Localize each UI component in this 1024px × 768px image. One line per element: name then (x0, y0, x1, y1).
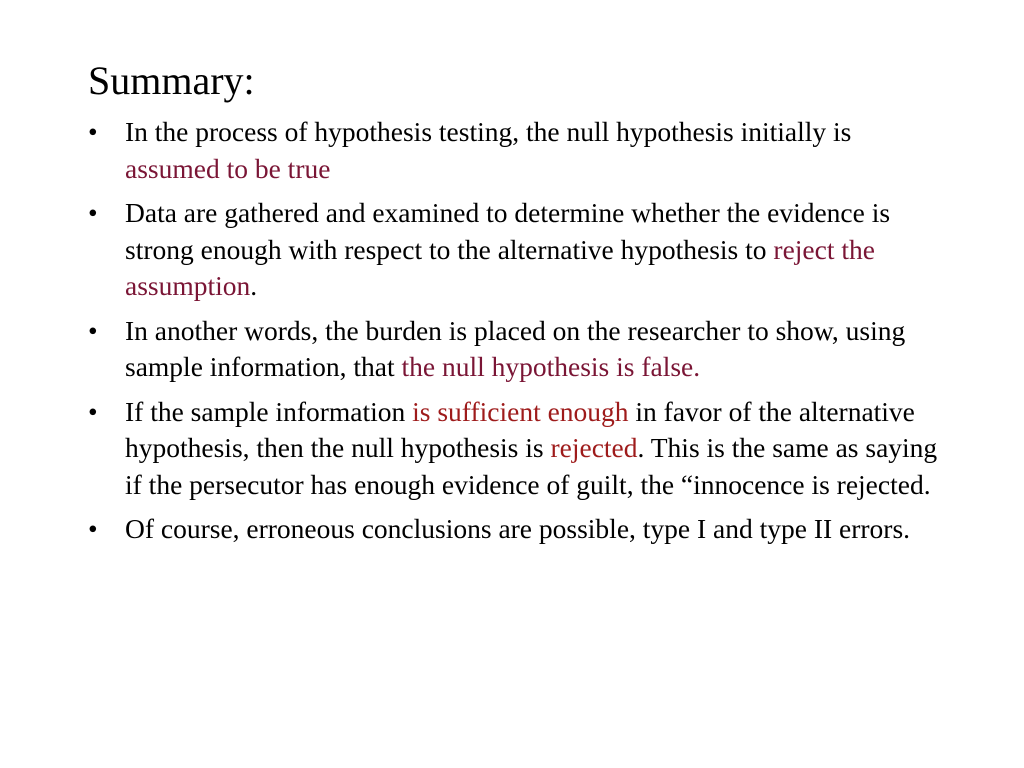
highlighted-phrase: rejected (550, 432, 638, 463)
bullet-item (88, 114, 948, 187)
bullet-text-part: . This is the same as saying if the persecutor has enough evidence of guilt, the “innocence is rejected. (125, 432, 938, 500)
highlighted-phrase: is sufficient enough (412, 395, 629, 427)
bullet-icon: • (88, 395, 98, 427)
highlighted-phrase: assumed to be true (125, 152, 331, 184)
bullet-text-part: In the process of hypothesis testing, the null hypothesis initially is (125, 116, 852, 147)
highlighted-phrase: the null hypothesis is false. (401, 351, 701, 382)
bullet-text-part: In another words, the burden is placed on the researcher to show, using sample information, that (125, 314, 906, 382)
bullet-text-part: in favor of the alternative hypothesis, then the null hypothesis is (125, 395, 915, 463)
bullet-icon: • (88, 513, 98, 544)
bullet-text (125, 513, 910, 544)
bullet-text (125, 116, 851, 184)
bullet-item (88, 313, 948, 386)
bullet-item (88, 394, 948, 504)
bullet-text-part: If the sample information (125, 395, 413, 427)
slide-title: Summary: (88, 58, 255, 103)
bullet-text (125, 396, 937, 500)
bullet-text (125, 315, 905, 383)
bullet-icon: • (88, 314, 98, 346)
bullet-list (88, 114, 948, 556)
bullet-icon: • (88, 116, 98, 147)
bullet-item (88, 195, 948, 305)
bullet-item (88, 511, 948, 548)
bullet-text-part: Data are gathered and examined to determine whether the evidence is strong enough with respect to the alternative hypothesis to (125, 197, 891, 265)
bullet-text (125, 197, 890, 301)
bullet-text-part: . (250, 270, 258, 301)
bullet-icon: • (88, 197, 98, 228)
bullet-text-part: Of course, erroneous conclusions are possible, type I and type II errors. (125, 513, 911, 544)
highlighted-phrase: reject the assumption (125, 233, 875, 301)
